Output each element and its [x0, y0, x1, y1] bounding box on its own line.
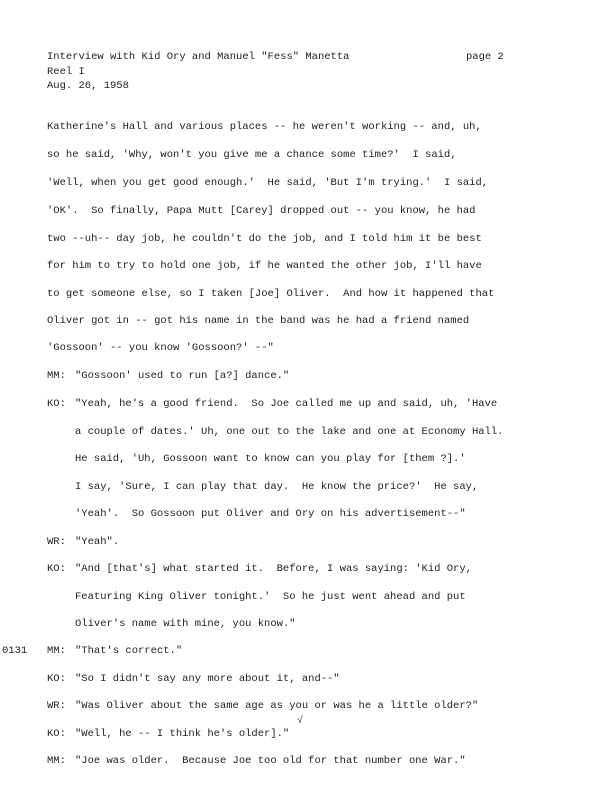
text-line: "That's correct.": [75, 645, 183, 657]
text-line: He said, 'Uh, Gossoon want to know can you play for [them ?].': [75, 453, 466, 465]
page-number: page 2: [466, 51, 504, 63]
text-line: Katherine's Hall and various places -- he weren't working -- and, uh,: [47, 121, 482, 133]
text-line: so he said, 'Why, won't you give me a chance some time?' I said,: [47, 149, 457, 161]
text-line: a couple of dates.' Uh, one out to the lake and one at Economy Hall.: [75, 426, 504, 438]
reel-label: Reel I: [47, 66, 85, 78]
speaker-label: MM:: [47, 755, 66, 767]
speaker-label: KO:: [47, 673, 66, 685]
text-line: Oliver's name with mine, you know.": [75, 618, 296, 630]
speaker-label: KO:: [47, 398, 66, 410]
speaker-label: WR:: [47, 700, 66, 712]
handwritten-check-mark: √: [297, 716, 304, 727]
text-line: "And [that's] what started it. Before, I was saying: 'Kid Ory,: [75, 563, 472, 575]
speaker-label: MM:: [47, 645, 66, 657]
interview-date: Aug. 26, 1958: [47, 80, 129, 92]
text-line: Featuring King Oliver tonight.' So he just went ahead and put: [75, 591, 466, 603]
text-line: Oliver got in -- got his name in the band was he had a friend named: [47, 315, 470, 327]
speaker-label: KO:: [47, 728, 66, 740]
text-line: 'Yeah'. So Gossoon put Oliver and Ory on his advertisement--": [75, 508, 466, 520]
speaker-label: MM:: [47, 370, 66, 382]
text-line: "So I didn't say any more about it, and--": [75, 673, 340, 685]
text-line: "Well, he -- I think he's older].": [75, 728, 290, 740]
text-line: "Yeah".: [75, 536, 120, 548]
text-line: "Gossoon' used to run [a?] dance.": [75, 370, 290, 382]
tape-counter: 0131: [2, 645, 28, 657]
text-line: 'Well, when you get good enough.' He said, 'But I'm trying.' I said,: [47, 177, 489, 189]
text-line: "Yeah, he's a good friend. So Joe called me up and said, uh, 'Have: [75, 398, 498, 410]
text-line: "Joe was older. Because Joe too old for that number one War.": [75, 755, 466, 767]
text-line: I say, 'Sure, I can play that day. He know the price?' He say,: [75, 481, 479, 493]
speaker-label: WR:: [47, 536, 66, 548]
text-line: for him to try to hold one job, if he wanted the other job, I'll have: [47, 260, 482, 272]
text-line: "Was Oliver about the same age as you or was he a little older?": [75, 700, 479, 712]
text-line: to get someone else, so I taken [Joe] Oliver. And how it happened that: [47, 288, 495, 300]
text-line: two --uh-- day job, he couldn't do the job, and I told him it be best: [47, 233, 482, 245]
speaker-label: KO:: [47, 563, 66, 575]
text-line: 'Gossoon' -- you know 'Gossoon?' --": [47, 342, 274, 354]
text-line: 'OK'. So finally, Papa Mutt [Carey] dropped out -- you know, he had: [47, 205, 476, 217]
header-title: Interview with Kid Ory and Manuel "Fess" Manetta: [47, 51, 350, 63]
